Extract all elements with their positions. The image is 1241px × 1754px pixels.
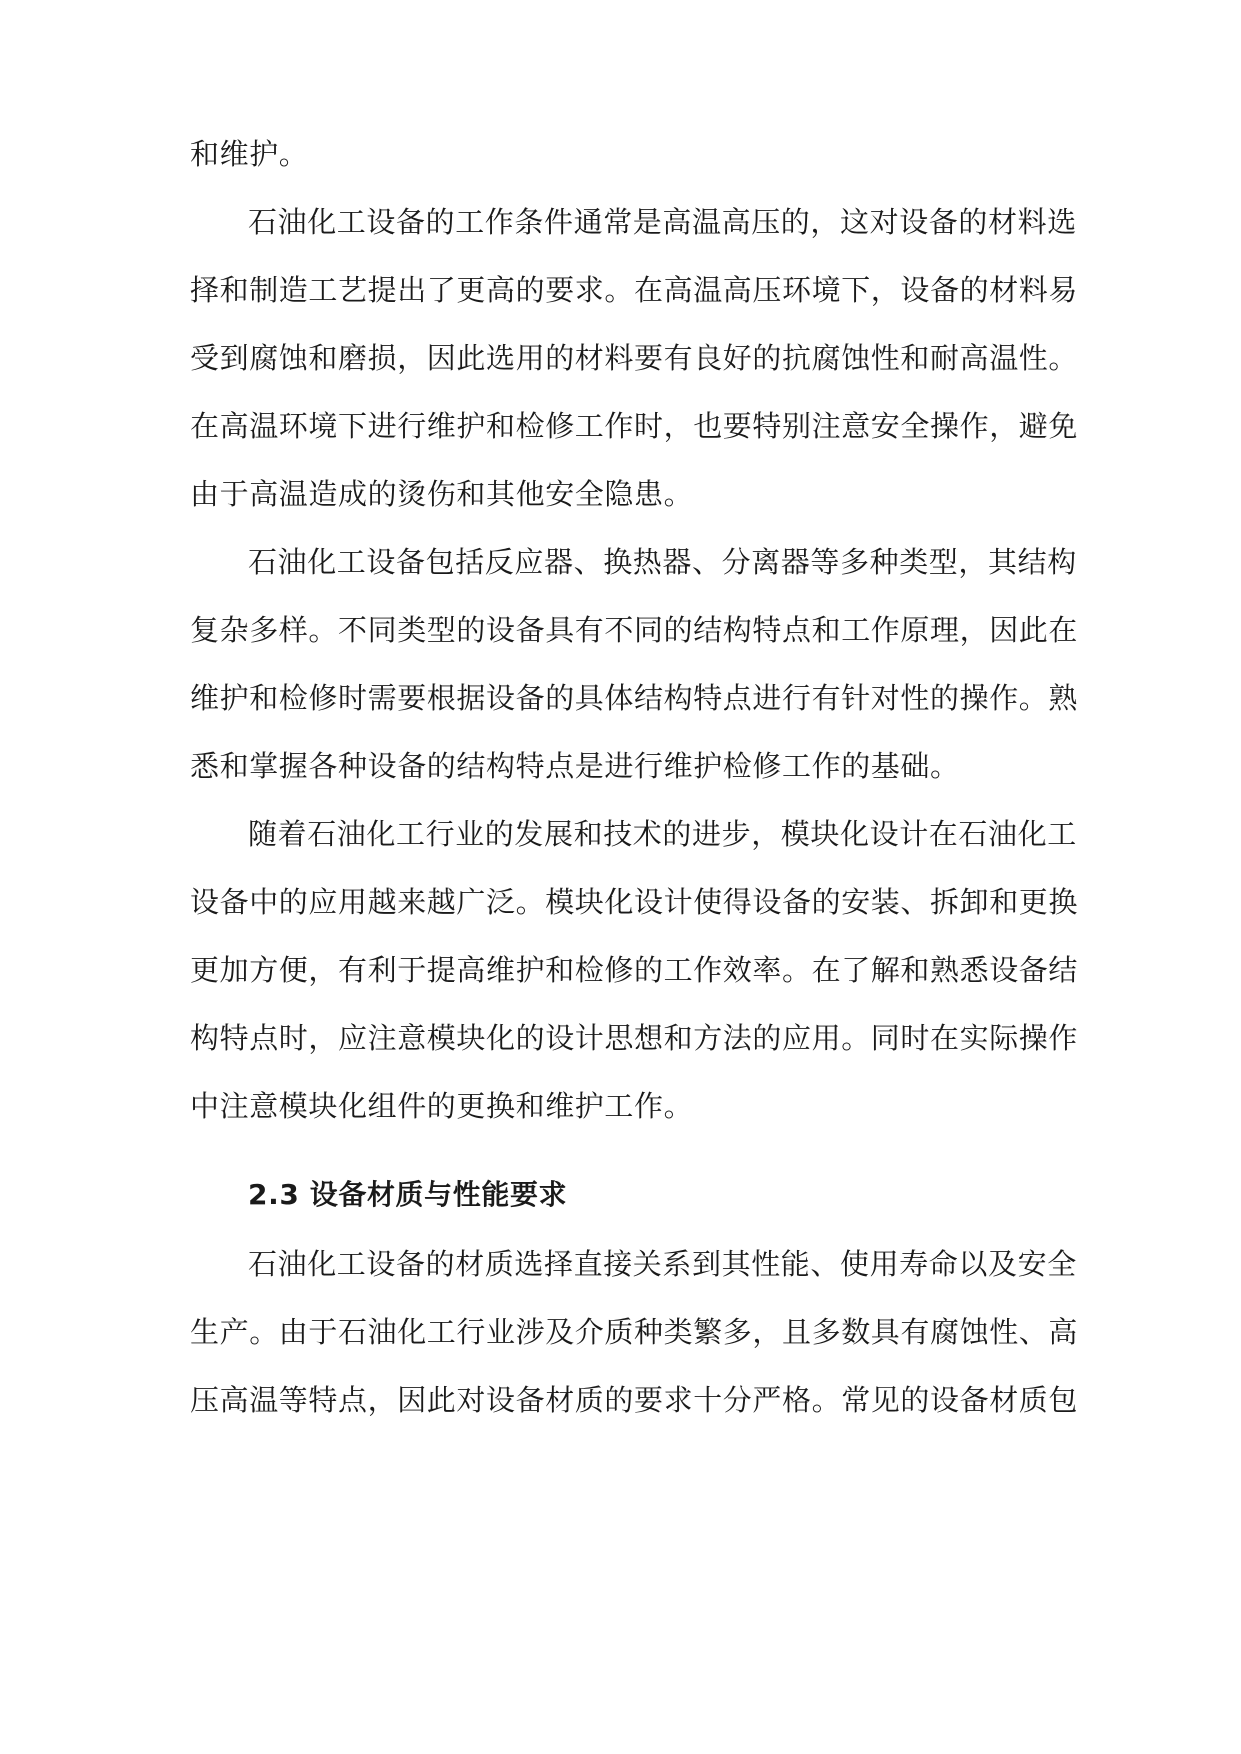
text-line: 石油化工设备包括反应器、换热器、分离器等多种类型，其结构 [248, 545, 1077, 579]
text-line: 由于高温造成的烫伤和其他安全隐患。 [190, 477, 694, 511]
text-line: 石油化工设备的工作条件通常是高温高压的，这对设备的材料选 [248, 205, 1077, 239]
text-line: 和维护。 [190, 137, 309, 171]
section-heading: 2.3 设备材质与性能要求 [248, 1178, 568, 1211]
text-line: 设备中的应用越来越广泛。模块化设计使得设备的安装、拆卸和更换 [190, 885, 1079, 919]
document-page [190, 0, 1079, 1754]
text-line: 择和制造工艺提出了更高的要求。在高温高压环境下，设备的材料易 [190, 273, 1079, 307]
text-line: 复杂多样。不同类型的设备具有不同的结构特点和工作原理，因此在 [190, 613, 1079, 647]
text-line: 在高温环境下进行维护和检修工作时，也要特别注意安全操作，避免 [190, 409, 1079, 443]
text-line: 维护和检修时需要根据设备的具体结构特点进行有针对性的操作。熟 [190, 681, 1079, 715]
text-line: 受到腐蚀和磨损，因此选用的材料要有良好的抗腐蚀性和耐高温性。 [190, 341, 1079, 375]
text-line: 构特点时，应注意模块化的设计思想和方法的应用。同时在实际操作 [190, 1021, 1079, 1055]
text-line: 中注意模块化组件的更换和维护工作。 [190, 1089, 694, 1123]
text-line: 压高温等特点，因此对设备材质的要求十分严格。常见的设备材质包 [190, 1383, 1079, 1417]
text-line: 石油化工设备的材质选择直接关系到其性能、使用寿命以及安全 [248, 1247, 1077, 1281]
text-line: 随着石油化工行业的发展和技术的进步，模块化设计在石油化工 [248, 817, 1077, 851]
text-line: 悉和掌握各种设备的结构特点是进行维护检修工作的基础。 [190, 749, 960, 783]
text-line: 更加方便，有利于提高维护和检修的工作效率。在了解和熟悉设备结 [190, 953, 1079, 987]
text-line: 生产。由于石油化工行业涉及介质种类繁多，且多数具有腐蚀性、高 [190, 1315, 1079, 1349]
